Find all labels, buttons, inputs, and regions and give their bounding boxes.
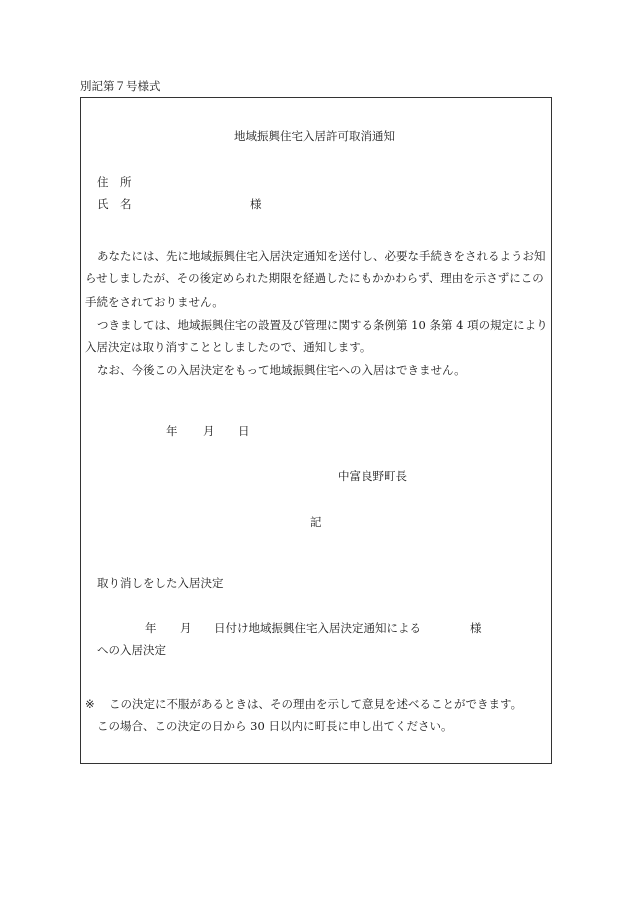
body-paragraph-1-line-2: らせしましたが、その後定められた期限を経過したにもかかわらず、理由を示さずにこの: [85, 271, 544, 285]
form-box: [80, 97, 552, 764]
notice-line-1: この決定に不服があるときは、その理由を示して意見を述べることができます。: [109, 697, 523, 711]
form-label: 別記第７号様式: [80, 79, 161, 93]
date-month: 月: [203, 424, 215, 438]
date-day: 日: [238, 424, 250, 438]
name-label: 氏 名: [97, 197, 132, 211]
cancelled-month: 月: [180, 621, 192, 635]
cancelled-text: 日付け地域振興住宅入居決定通知による: [214, 621, 421, 635]
body-paragraph-1-line-1: あなたには、先に地域振興住宅入居決定通知を送付し、必要な手続きをされるようお知: [97, 249, 546, 263]
notice-mark: ※: [85, 697, 95, 711]
cancelled-line-2: への入居決定: [97, 643, 166, 657]
address-label: 住 所: [97, 175, 132, 189]
cancelled-honorific: 様: [470, 621, 482, 635]
body-paragraph-1-line-3: 手続をされておりません。: [85, 295, 224, 309]
body-paragraph-3-line-1: なお、今後この入居決定をもって地域振興住宅への入居はできません。: [97, 363, 466, 377]
body-paragraph-2-line-1: つきましては、地域振興住宅の設置及び管理に関する条例第 10 条第 4 項の規定により: [97, 318, 548, 332]
notice-line-2: この場合、この決定の日から 30 日以内に町長に申し出てください。: [97, 719, 453, 733]
cancelled-heading: 取り消しをした入居決定: [97, 576, 224, 590]
name-honorific: 様: [250, 197, 262, 211]
notice-title: 地域振興住宅入居許可取消通知: [234, 129, 395, 143]
body-paragraph-2-line-2: 入居決定は取り消すこととしましたので、通知します。: [85, 340, 372, 354]
date-year: 年: [166, 424, 178, 438]
ki-label: 記: [310, 515, 322, 529]
issuer-title: 中富良野町長: [338, 469, 407, 483]
cancelled-year: 年: [145, 621, 157, 635]
